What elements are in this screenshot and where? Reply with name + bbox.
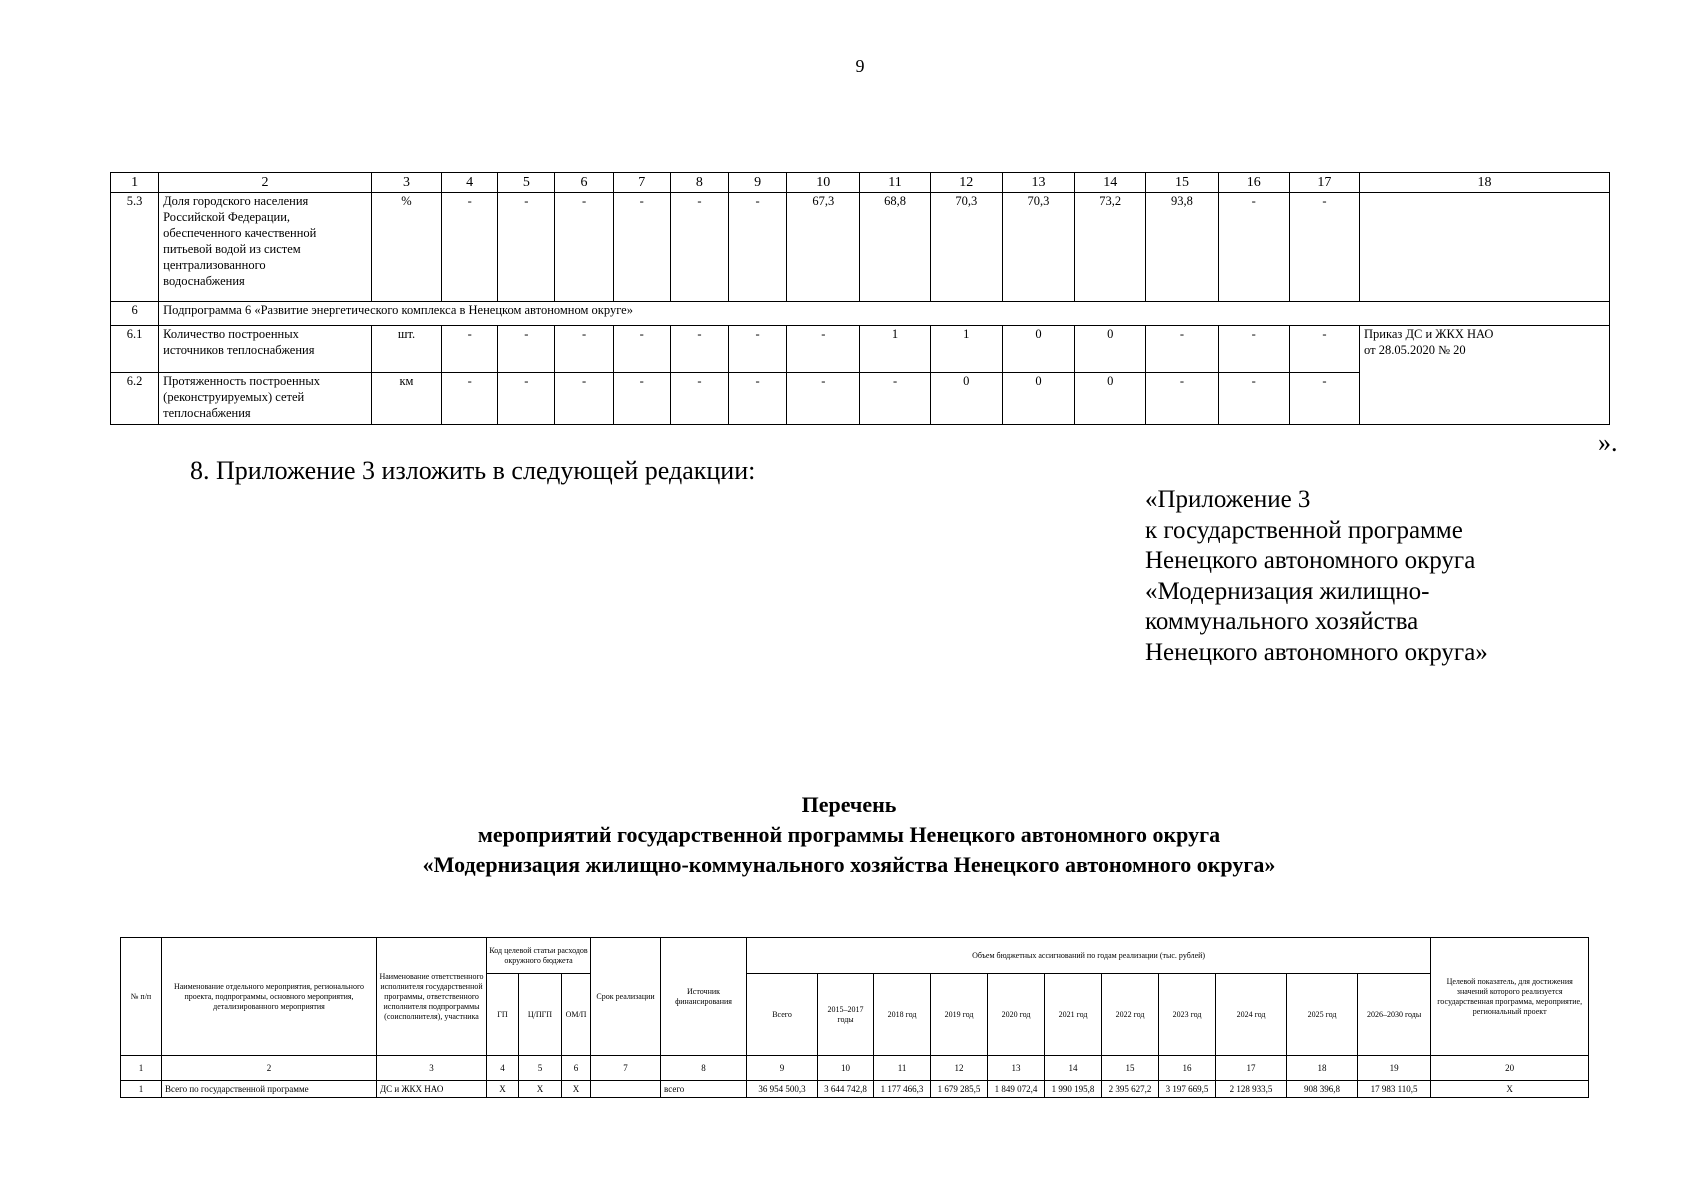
value: -: [670, 193, 728, 302]
value: -: [1289, 193, 1359, 302]
title-line: мероприятий государственной программы Ненецкого автономного округа: [477, 822, 1221, 847]
header-year: 2023 год: [1159, 974, 1216, 1056]
col-num: 5: [498, 173, 555, 193]
column-number-row: [111, 173, 1610, 193]
col-num: 14: [1045, 1056, 1102, 1081]
header-volume-group: Объем бюджетных ассигнований по годам реализации (тыс. рублей): [747, 938, 1431, 974]
indicator-name: Доля городского населения Российской Федерации, обеспеченного качественной питьевой водой из систем централизованного водоснабжения: [159, 193, 372, 302]
indicator-name: Количество построенных источников теплоснабжения: [159, 326, 372, 373]
amount-year: 2 395 627,2: [1102, 1081, 1159, 1098]
value: -: [670, 326, 728, 373]
caption-line: к государственной программе: [1145, 516, 1463, 544]
value: -: [729, 373, 787, 425]
caption-line: коммунального хозяйства: [1145, 608, 1419, 635]
header-om: ОМ/П: [562, 974, 591, 1056]
title-line: «Модернизация жилищно-коммунального хозяйства Ненецкого автономного округа»: [422, 852, 1276, 877]
amount-year: 1 679 285,5: [931, 1081, 988, 1098]
value: -: [613, 373, 670, 425]
col-num: 1: [111, 173, 159, 193]
value: -: [729, 193, 787, 302]
header-year: 2018 год: [874, 974, 931, 1056]
col-num: 3: [377, 1056, 487, 1081]
unit: %: [371, 193, 441, 302]
value: 0: [1002, 326, 1074, 373]
financing-source: всего: [661, 1081, 747, 1098]
list-title: [0, 790, 1698, 880]
term: [591, 1081, 661, 1098]
caption-line: Ненецкого автономного округа»: [1145, 638, 1488, 666]
value: 0: [1075, 326, 1146, 373]
indicator-name: Протяженность построенных (реконструируемых) сетей теплоснабжения: [159, 373, 372, 425]
value: -: [555, 373, 613, 425]
col-num: 1: [121, 1056, 162, 1081]
amount-year: 1 849 072,4: [988, 1081, 1045, 1098]
unit: шт.: [371, 326, 441, 373]
col-num: 12: [930, 173, 1002, 193]
value: -: [860, 373, 930, 425]
amount-year: 1 177 466,3: [874, 1081, 931, 1098]
title-line: Перечень: [801, 792, 897, 817]
col-num: 2: [162, 1056, 377, 1081]
table-row-6-1: [111, 326, 1610, 373]
source-document: [1360, 193, 1610, 302]
table-row-6: [111, 302, 1610, 326]
col-num: 12: [931, 1056, 988, 1081]
code-om: Х: [562, 1081, 591, 1098]
col-num: 9: [729, 173, 787, 193]
row-number: 6.2: [111, 373, 159, 425]
value: -: [1146, 326, 1218, 373]
value: -: [670, 373, 728, 425]
value: -: [498, 193, 555, 302]
value: -: [613, 193, 670, 302]
value: -: [555, 193, 613, 302]
amount-total: 36 954 500,3: [747, 1081, 818, 1098]
indicators-table: [110, 172, 1610, 425]
col-num: 19: [1358, 1056, 1431, 1081]
amount-year: 1 990 195,8: [1045, 1081, 1102, 1098]
value: -: [729, 326, 787, 373]
col-num: 5: [519, 1056, 562, 1081]
executor: ДС и ЖКХ НАО: [377, 1081, 487, 1098]
header-year: 2025 год: [1287, 974, 1358, 1056]
col-num: 20: [1431, 1056, 1589, 1081]
source-document: Приказ ДС и ЖКХ НАО от 28.05.2020 № 20: [1360, 326, 1610, 425]
header-cp: Ц/ПГП: [519, 974, 562, 1056]
col-num: 15: [1102, 1056, 1159, 1081]
header-no: № п/п: [121, 938, 162, 1056]
col-num: 16: [1159, 1056, 1216, 1081]
value: -: [613, 326, 670, 373]
caption-line: «Приложение 3: [1145, 486, 1311, 513]
amount-year: 17 983 110,5: [1358, 1081, 1431, 1098]
col-num: 3: [371, 173, 441, 193]
caption-line: «Модернизация жилищно-: [1145, 577, 1430, 605]
col-num: 6: [562, 1056, 591, 1081]
header-name: Наименование отдельного мероприятия, регионального проекта, подпрограммы, основного мероприятия, детализированного мероприятия: [162, 938, 377, 1056]
value: -: [555, 326, 613, 373]
header-year: 2024 год: [1216, 974, 1287, 1056]
value: -: [1289, 373, 1359, 425]
value: 0: [930, 373, 1002, 425]
caption-line: Ненецкого автономного округа: [1145, 547, 1476, 574]
value: 67,3: [787, 193, 860, 302]
col-num: 10: [787, 173, 860, 193]
col-num: 13: [1002, 173, 1074, 193]
amount-year: 908 396,8: [1287, 1081, 1358, 1098]
measures-table: [120, 937, 1589, 1098]
value: -: [498, 373, 555, 425]
table-row: [121, 1081, 1589, 1098]
amendment-instruction: 8. Приложение 3 изложить в следующей редакции:: [190, 456, 756, 485]
value: -: [787, 373, 860, 425]
col-num: 4: [442, 173, 498, 193]
col-num: 7: [613, 173, 670, 193]
header-row-1: [121, 938, 1589, 974]
col-num: 9: [747, 1056, 818, 1081]
value: -: [1146, 373, 1218, 425]
row-number: 1: [121, 1081, 162, 1098]
col-num: 17: [1216, 1056, 1287, 1081]
value: -: [498, 326, 555, 373]
amount-year: 2 128 933,5: [1216, 1081, 1287, 1098]
value: 70,3: [930, 193, 1002, 302]
value: 1: [860, 326, 930, 373]
header-executor: Наименование ответственного исполнителя государственной программы, ответственного исполнителя подпрограммы (соисполнителя), участника: [377, 938, 487, 1056]
col-num: 7: [591, 1056, 661, 1081]
header-year: 2019 год: [931, 974, 988, 1056]
col-num: 16: [1218, 173, 1289, 193]
value: -: [442, 193, 498, 302]
col-num: 18: [1360, 173, 1610, 193]
code-gp: Х: [487, 1081, 519, 1098]
col-num: 17: [1289, 173, 1359, 193]
unit: км: [371, 373, 441, 425]
header-total: Всего: [747, 974, 818, 1056]
value: -: [442, 326, 498, 373]
header-year: 2021 год: [1045, 974, 1102, 1056]
value: 0: [1075, 373, 1146, 425]
header-gp: ГП: [487, 974, 519, 1056]
col-num: 6: [555, 173, 613, 193]
row-number: 6.1: [111, 326, 159, 373]
col-num: 15: [1146, 173, 1218, 193]
header-code-group: Код целевой статьи расходов окружного бюджета: [487, 938, 591, 974]
value: -: [1218, 373, 1289, 425]
row-number: 6: [111, 302, 159, 326]
value: 93,8: [1146, 193, 1218, 302]
col-num: 13: [988, 1056, 1045, 1081]
header-term: Срок реализации: [591, 938, 661, 1056]
col-num: 11: [874, 1056, 931, 1081]
value: 68,8: [860, 193, 930, 302]
col-num: 11: [860, 173, 930, 193]
col-num: 4: [487, 1056, 519, 1081]
col-num: 2: [159, 173, 372, 193]
page-number: 9: [855, 56, 865, 76]
measure-name: Всего по государственной программе: [162, 1081, 377, 1098]
header-source: Источник финансирования: [661, 938, 747, 1056]
appendix-caption: [1145, 485, 1488, 668]
header-year: 2020 год: [988, 974, 1045, 1056]
header-year: 2015–2017 годы: [818, 974, 874, 1056]
value: -: [1218, 193, 1289, 302]
value: -: [442, 373, 498, 425]
row-number: 5.3: [111, 193, 159, 302]
table-row-5-3: [111, 193, 1610, 302]
subprogram-title: Подпрограмма 6 «Развитие энергетического комплекса в Ненецком автономном округе»: [159, 302, 1610, 326]
col-num: 8: [670, 173, 728, 193]
value: 1: [930, 326, 1002, 373]
header-target: Целевой показатель, для достижения значений которого реализуется государственная программа, мероприятие, региональный проект: [1431, 938, 1589, 1056]
value: -: [1289, 326, 1359, 373]
col-num: 14: [1075, 173, 1146, 193]
target-indicator: Х: [1431, 1081, 1589, 1098]
value: -: [787, 326, 860, 373]
col-num: 18: [1287, 1056, 1358, 1081]
column-number-row: [121, 1056, 1589, 1081]
header-year: 2026–2030 годы: [1358, 974, 1431, 1056]
col-num: 8: [661, 1056, 747, 1081]
value: 73,2: [1075, 193, 1146, 302]
value: -: [1218, 326, 1289, 373]
header-year: 2022 год: [1102, 974, 1159, 1056]
col-num: 10: [818, 1056, 874, 1081]
code-cp: Х: [519, 1081, 562, 1098]
closing-quote: ».: [1598, 428, 1618, 457]
amount-year: 3 644 742,8: [818, 1081, 874, 1098]
amount-year: 3 197 669,5: [1159, 1081, 1216, 1098]
value: 70,3: [1002, 193, 1074, 302]
value: 0: [1002, 373, 1074, 425]
